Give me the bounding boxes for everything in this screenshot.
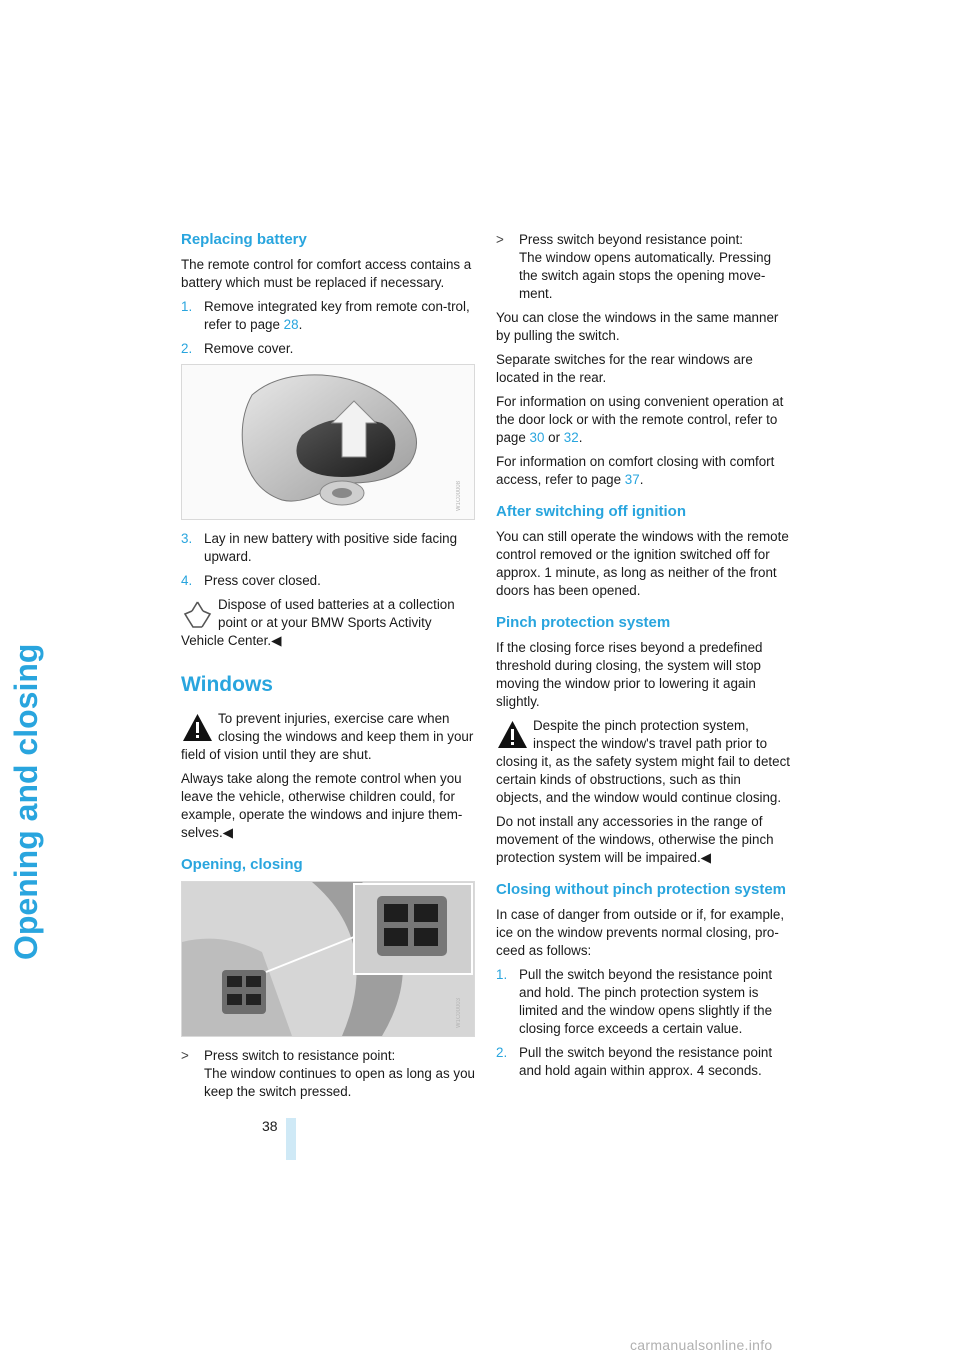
bullet-title: Press switch to resistance point:: [204, 1048, 396, 1063]
comfort-text-start: For information on comfort closing with comfort access, refer to page: [496, 454, 775, 487]
remote-key-figure: [181, 364, 475, 520]
heading-opening-closing: Opening, closing: [181, 856, 303, 873]
bullet-text: The window opens automatically. Pressing the switch again stops the opening move-ment.: [519, 250, 772, 301]
page-marker-bar: [286, 1118, 296, 1160]
step-text: Pull the switch beyond the resistance point and hold. The pinch protection system is limited and the window opens slightly if the closing force exceeds a certain value.: [519, 967, 773, 1036]
footer-watermark: carmanualsonline.info: [630, 1337, 773, 1353]
bullet-title: Press switch beyond resistance point:: [519, 232, 744, 247]
window-switch-illustration: [182, 882, 474, 1036]
recycle-icon: [181, 598, 214, 630]
close-text: You can close the windows in the same manner by pulling the switch.: [496, 310, 779, 343]
step-number: 3.: [181, 531, 193, 546]
convenient-text-start: For information on using convenient operation at the door lock or with the remote control, refer to page: [496, 394, 784, 445]
heading-windows: Windows: [181, 673, 273, 696]
figure-code: W1C00008: [456, 480, 462, 511]
after-ignition-text: You can still operate the windows with the remote control removed or the ignition switched off for approx. 1 minute, as long as neither of the front doors has been opened.: [496, 529, 789, 598]
warning-icon: [181, 712, 214, 744]
list-item: [181, 572, 475, 590]
list-item: [496, 966, 790, 1038]
page-link-28[interactable]: 28: [283, 317, 299, 332]
convenient-or: or: [544, 430, 564, 445]
list-item: [496, 231, 790, 303]
left-column: [181, 231, 475, 1107]
comfort-text: [496, 453, 790, 489]
heading-replacing-battery: Replacing battery: [181, 231, 307, 248]
warning-text-continued: Always take along the remote control when you leave the vehicle, otherwise children could, for example, operate the windows and injure them-selves.◀: [181, 771, 463, 840]
right-column: [496, 231, 790, 1086]
list-item: [181, 530, 475, 566]
step-number: 2.: [496, 1045, 508, 1060]
rear-text: Separate switches for the rear windows are located in the rear.: [496, 352, 753, 385]
warning-text: To prevent injuries, exercise care when closing the windows and keep them in your field of vision until they are shut.: [181, 711, 474, 762]
step-text: Remove cover.: [204, 341, 294, 356]
step-text: Pull the switch beyond the resistance point and hold again within approx. 4 seconds.: [519, 1045, 773, 1078]
page-link-37[interactable]: 37: [624, 472, 640, 487]
step-text-end: .: [298, 317, 303, 332]
remote-key-illustration: [182, 365, 474, 519]
step-number: 1.: [496, 967, 508, 982]
convenient-end: .: [578, 430, 583, 445]
warning-note: [181, 710, 475, 764]
warning-text-continued: Do not install any accessories in the range of movement of the windows, otherwise the pinch protection system will be impaired.◀: [496, 814, 774, 865]
step-text: Lay in new battery with positive side facing upward.: [204, 531, 458, 564]
step-number: 2.: [181, 341, 193, 356]
window-switch-figure: [181, 881, 475, 1037]
recycle-note-text: Dispose of used batteries at a collection point or at your BMW Sports Activity Vehicle Center.◀: [181, 597, 455, 648]
step-text: Press cover closed.: [204, 573, 321, 588]
replacing-battery-intro: The remote control for comfort access contains a battery which must be replaced if necessary.: [181, 257, 472, 290]
step-number: 4.: [181, 573, 193, 588]
warning-note: [496, 717, 790, 807]
pinch-text: If the closing force rises beyond a predefined threshold during closing, the system will stop moving the window prior to lowering it again slightly.: [496, 640, 763, 709]
figure-code: W1C00003: [456, 997, 462, 1028]
bullet-marker: >: [496, 232, 504, 247]
heading-pinch-protection: Pinch protection system: [496, 614, 671, 631]
list-item: [181, 298, 475, 334]
convenient-text: [496, 393, 790, 447]
comfort-end: .: [639, 472, 644, 487]
list-item: [181, 1047, 475, 1101]
heading-after-ignition: After switching off ignition: [496, 503, 686, 520]
recycle-note: [181, 596, 475, 650]
bullet-marker: >: [181, 1048, 189, 1063]
section-title-vertical: Opening and closing: [8, 643, 44, 960]
warning-text: Despite the pinch protection system, inspect the window's travel path prior to closing it, as the safety system might fail to detect certain kinds of obstructions, such as thin objects, and the window would continue closing.: [496, 718, 790, 805]
step-number: 1.: [181, 299, 193, 314]
heading-closing-without-pinch: Closing without pinch protection system: [496, 881, 787, 898]
page-number: 38: [262, 1118, 278, 1134]
page-link-32[interactable]: 32: [563, 430, 579, 445]
list-item: [496, 1044, 790, 1080]
no-pinch-intro: In case of danger from outside or if, for example, ice on the window prevents normal closing, pro-ceed as follows:: [496, 907, 785, 958]
list-item: [181, 340, 475, 358]
step-text: Remove integrated key from remote con-trol, refer to page: [204, 299, 470, 332]
bullet-text: The window continues to open as long as you keep the switch pressed.: [204, 1066, 475, 1099]
page-link-30[interactable]: 30: [529, 430, 545, 445]
warning-icon: [496, 719, 529, 751]
